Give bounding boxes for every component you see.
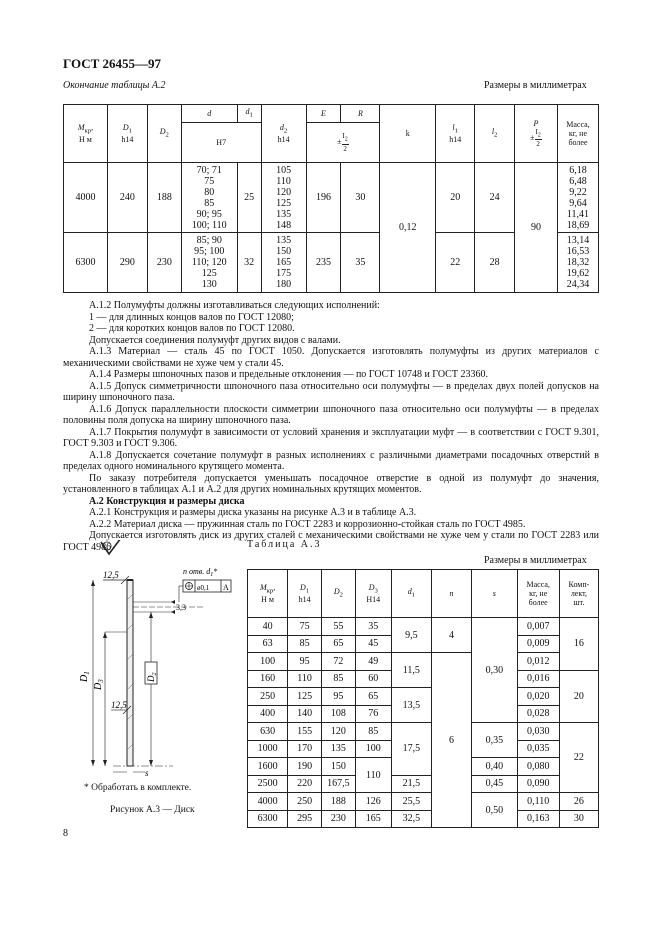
table-row: 1000 170 135 100 0,035 (248, 740, 599, 758)
table-row: 40 75 55 35 9,5 4 0,30 0,007 16 (248, 618, 599, 636)
table-row: 6300 295 230 165 32,5 0,163 30 (248, 810, 599, 828)
th-dd1: $d_1$ (391, 570, 431, 618)
th-p: P ± $\frac{I_2}{2}$ (515, 105, 558, 163)
table-row: 2500 220 167,5 21,5 0,45 0,090 (248, 775, 599, 793)
table-row: 4000 250 188 126 25,5 0,50 0,110 26 (248, 793, 599, 811)
table-a3-title: Таблица А.3 (247, 539, 322, 550)
th-dd2: $d_2$ h14 (261, 105, 306, 163)
th-mkr: $М_{кр}$, Н м (64, 105, 108, 163)
th-d2: $D_2$ (322, 570, 356, 618)
p-shared: 90 (515, 163, 558, 293)
th-mass: Масса, кг, не более (557, 105, 598, 163)
th-l1: $l_1$ h14 (436, 105, 475, 163)
label-d2: $D_2$ (146, 672, 158, 682)
section-heading: А.2 Конструкция и размеры диска (89, 495, 245, 507)
th-d: d (181, 105, 237, 123)
body-text: А.1.2 Полумуфты должны изготавливаться следующих исполнений: 1 — для длинных концов валов по ГОСТ 12080; 2 — для коротких концов валов по ГОСТ 12080. Допускается соединения полумуфт других видов с валами. А.1.3 Материал — сталь 45 по ГОСТ 1050. Допускается изготовлять полумуфты из других материалов с механическими свойствами не хуже чем у стали 45. А.1.4 Размеры шпоночных пазов и предельные отклонения — по ГОСТ 10748 и ГОСТ 23360. А.1.5 Допуск симметричности шпоночного паза относительно оси полумуфты — в пределах двух полей допусков на ширину шпоночного паза. А.1.6 Допуск параллельности плоскости симметрии шпоночного паза относительно оси полумуфты — в пределах половины поля допуска на ширину шпоночного паза. А.1.7 Покрытия полумуфт в зависимости от условий хранения и эксплуатации муфт — в соответствии с ГОСТ 9.301, ГОСТ 9.303 и ГОСТ 9.306. А.1.8 Допускается сочетание полумуфт в разных исполнениях с различными диаметрами посадочных отверстий в пределах одного номинального крутящего момента. По заказу потребителя допускается уменьшать посадочное отверстие в одной из полумуфт до значения, установленного в таблицах А.1 и А.2 для других номинальных крутящих моментов. А.2 Конструкция и размеры диска А.2.1 Конструкция и размеры диска указаны на рисунке А.3 и в таблице А.3. А.2.2 Материал диска — пружинная сталь по ГОСТ 2283 и коррозионно-стойкая сталь по ГОСТ 4985. Допускается изготовлять диск из других сталей с механическими свойствами не хуже чем у стали по ГОСТ 2283 или ГОСТ 4986. (63, 300, 599, 553)
label-s: s (145, 768, 149, 778)
th-d3: $D_3$ H14 (355, 570, 391, 618)
th-d1s: $d_1$ (237, 105, 261, 123)
th-d2: $D_2$ (147, 105, 181, 163)
table-a2-caption: Окончание таблицы А.2 (63, 80, 166, 91)
table-row: 4000 240 188 70; 71 75 80 85 90; 95 100; 110 25 105 110 120 125 135 148 196 30 0,12 20 24 90 6,18 6,48 9,22 9,64 11,41 18,69 (64, 163, 599, 233)
table-row: 250 125 95 65 13,5 0,020 (248, 688, 599, 706)
document-header: ГОСТ 26455—97 (63, 56, 162, 71)
table-a3 (247, 569, 599, 828)
table-row: 63 85 65 45 0,009 (248, 635, 599, 653)
table-row: 400 140 108 76 0,028 (248, 705, 599, 723)
table-a2-units: Размеры в миллиметрах (484, 80, 587, 91)
figure-caption: Рисунок А.3 — Диск (110, 805, 195, 815)
disk-drawing (63, 540, 243, 780)
k-shared: 0,12 (380, 163, 436, 293)
label-n-holes: n отв. $d_1*$ (183, 567, 218, 578)
table-row: 630 155 120 85 17,5 0,35 0,030 22 (248, 723, 599, 741)
table-row: 1600 190 150 110 0,40 0,080 (248, 758, 599, 776)
th-s: s (472, 570, 517, 618)
th-mass: Масса, кг, не более (517, 570, 559, 618)
label-12-5-top: 12,5 (103, 570, 119, 580)
th-mkr: $М_{кр}$, Н м (248, 570, 288, 618)
label-d3: $D_3$ (93, 679, 105, 690)
th-h7: Н7 (181, 123, 261, 163)
th-k: k (380, 105, 436, 163)
svg-text:А: А (223, 583, 229, 592)
label-tolerance: ø0,1 (197, 584, 210, 592)
th-er-tol: ± $\frac{I_2}{2}$ (306, 123, 380, 163)
th-e: E (306, 105, 341, 123)
label-d1: $D_1$ (79, 671, 91, 682)
table-a3-units: Размеры в миллиметрах (484, 555, 587, 566)
page-number: 8 (63, 828, 68, 839)
label-3-3: 3,3 (176, 603, 186, 612)
table-row: 100 95 72 49 11,5 6 0,012 (248, 653, 599, 671)
figure-footnote: * Обработать в комплекте. (84, 783, 192, 793)
table-row: 160 110 85 60 0,016 20 (248, 670, 599, 688)
table-a2 (63, 104, 599, 293)
label-12-5-bottom: 12,5 (111, 700, 127, 710)
th-r: R (341, 105, 380, 123)
th-d1: $D_1$ h14 (107, 105, 147, 163)
table-row: 6300 290 230 85; 90 95; 100 110; 120 125 130 32 135 150 165 175 180 235 35 22 28 13,14 16,53 18,32 19,62 24,34 (64, 233, 599, 293)
th-n: n (431, 570, 471, 618)
th-l2: $l_2$ (475, 105, 515, 163)
th-kompl: Комп- лект, шт. (559, 570, 598, 618)
th-d1: $D_1$ h14 (288, 570, 322, 618)
